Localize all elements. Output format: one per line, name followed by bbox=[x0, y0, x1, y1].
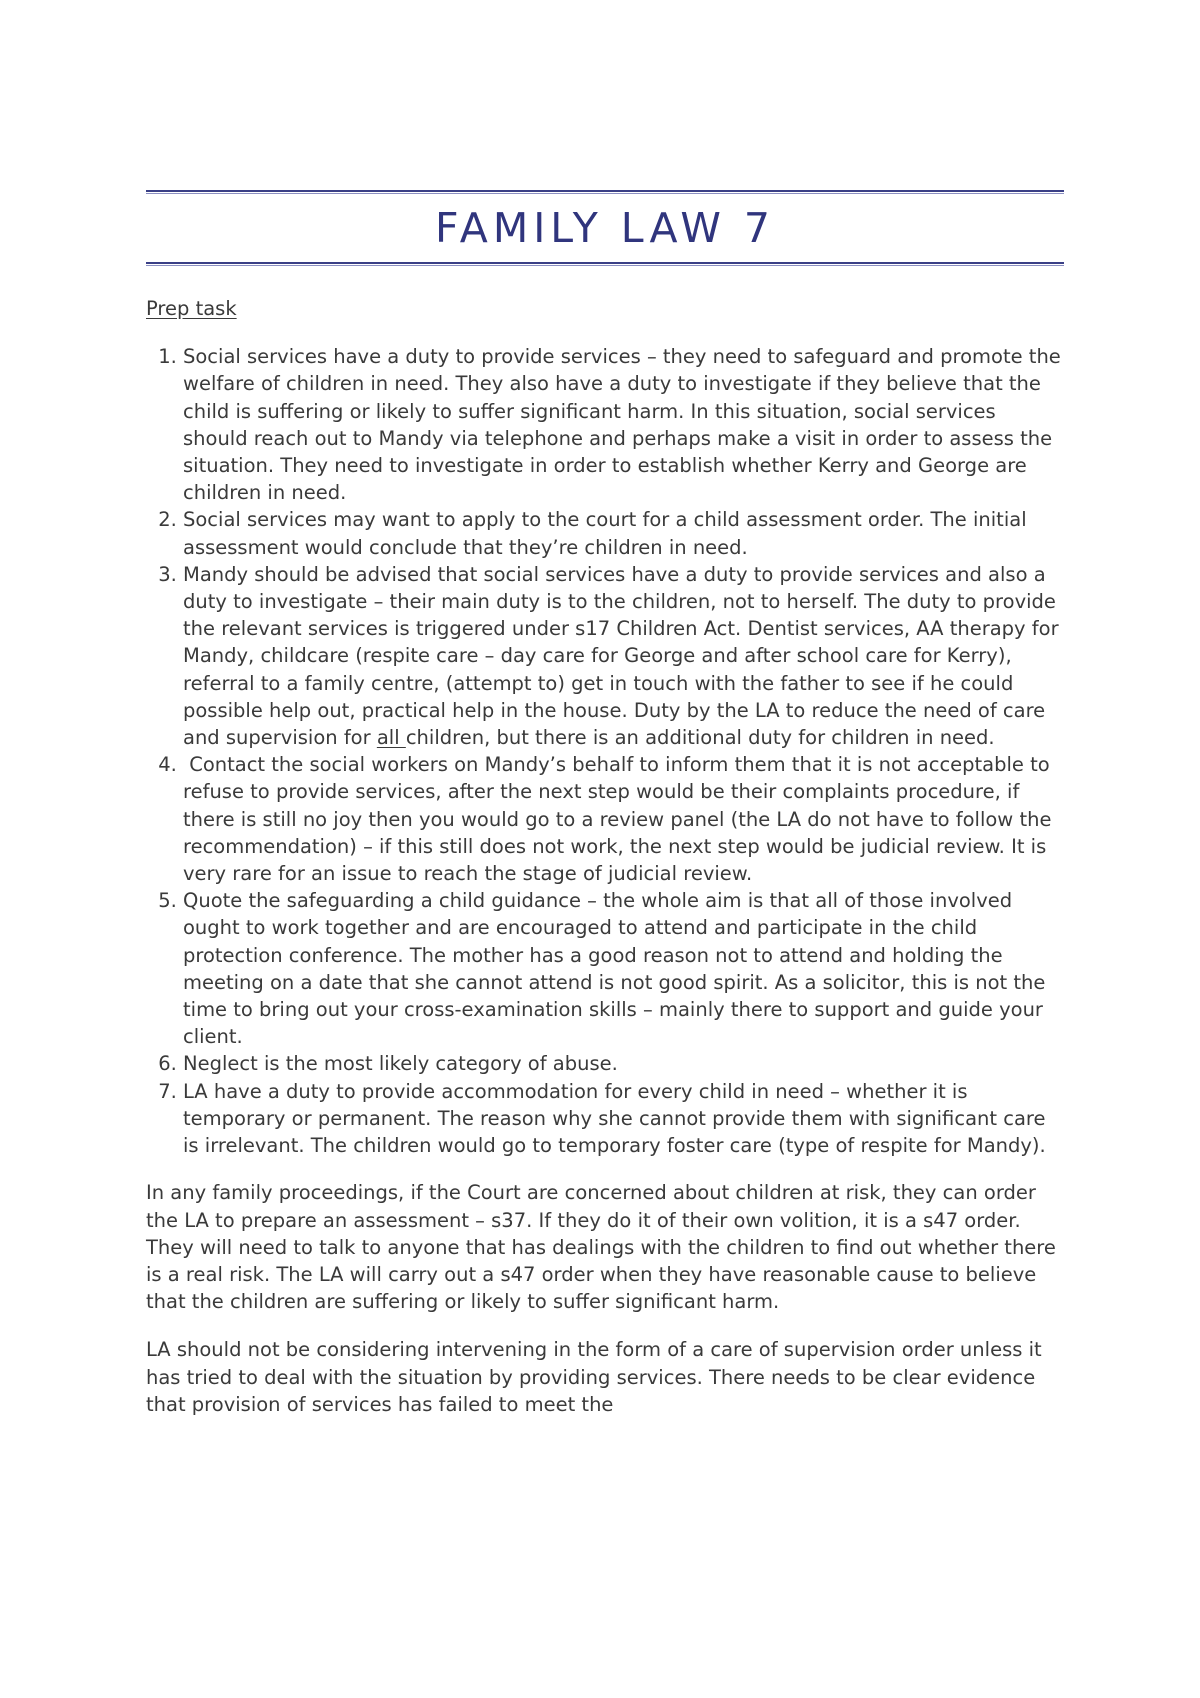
prep-task-list bbox=[146, 343, 1064, 1159]
list-item-text: Neglect is the most likely category of abuse. bbox=[183, 1052, 618, 1076]
underlined-word: all bbox=[376, 726, 406, 750]
body-paragraph: LA should not be considering intervening in the form of a care of supervision order unless it has tried to deal with the situation by providing services. There needs to be clear evidence that provision of services has failed to meet the bbox=[146, 1338, 1042, 1416]
list-item bbox=[183, 561, 1064, 751]
document-page bbox=[146, 190, 1064, 1418]
list-item-text: LA have a duty to provide accommodation for every child in need – whether it is temporary or permanent. The reason why she cannot provide them with significant care is irrelevant. The children would go to temporary foster care (type of respite for Mandy). bbox=[183, 1079, 1046, 1158]
list-item-text: Social services have a duty to provide services – they need to safeguard and promote the welfare of children in need. They also have a duty to investigate if they believe that the child is suffering or likely to suffer significant harm. In this situation, social services should reach out to Mandy via telephone and perhaps make a visit in order to assess the situation. They need to investigate in order to establish whether Kerry and George are children in need. bbox=[183, 345, 1061, 505]
prep-task-heading: Prep task bbox=[146, 297, 237, 320]
list-item-text: children, but there is an additional duty for children in need. bbox=[405, 726, 995, 750]
list-item-text: Contact the social workers on Mandy’s behalf to inform them that it is not acceptable to refuse to provide services, after the next step would be their complaints procedure, if there is still no joy then you would go to a review panel (the LA do not have to follow the recommendation) – if this still does not work, the next step would be judicial review. It is very rare for an issue to reach the stage of judicial review. bbox=[183, 753, 1058, 886]
list-item bbox=[183, 1078, 1064, 1160]
list-item-text: Quote the safeguarding a child guidance – the whole aim is that all of those involved ought to work together and are encouraged to attend and participate in the child protection conference. The mother has a good reason not to attend and holding the meeting on a date that she cannot attend is not good spirit. As a solicitor, this is not the time to bring out your cross-examination skills – mainly there to support and guide your client. bbox=[183, 889, 1046, 1049]
title-rule-top bbox=[146, 190, 1064, 194]
document-title: FAMILY LAW 7 bbox=[434, 204, 776, 252]
title-rule-bottom bbox=[146, 262, 1064, 266]
list-item bbox=[183, 343, 1064, 506]
list-item-text: Mandy should be advised that social services have a duty to provide services and also a duty to investigate – their main duty is to the children, not to herself. The duty to provide the relevant services is triggered under s17 Children Act. Dentist services, AA therapy for Mandy, childcare (respite care – day care for George and after school care for Kerry), referral to a family centre, (attempt to) get in touch with the father to see if he could possible help out, practical help in the house. Duty by the LA to reduce the need of care and supervision for bbox=[183, 562, 1059, 750]
body-paragraph: In any family proceedings, if the Court are concerned about children at risk, they can order the LA to prepare an assessment – s37. If they do it of their own volition, it is a s47 order. They will need to talk to anyone that has dealings with the children to find out whether there is a real risk. The LA will carry out a s47 order when they have reasonable cause to believe that the children are suffering or likely to suffer significant harm. bbox=[146, 1181, 1056, 1314]
list-item bbox=[183, 506, 1064, 560]
list-item bbox=[183, 1050, 1064, 1077]
list-item-text: Social services may want to apply to the court for a child assessment order. The initial assessment would conclude that they’re children in need. bbox=[183, 508, 1027, 559]
list-item bbox=[183, 887, 1064, 1050]
document-body bbox=[146, 295, 1064, 1418]
list-item bbox=[183, 751, 1064, 887]
